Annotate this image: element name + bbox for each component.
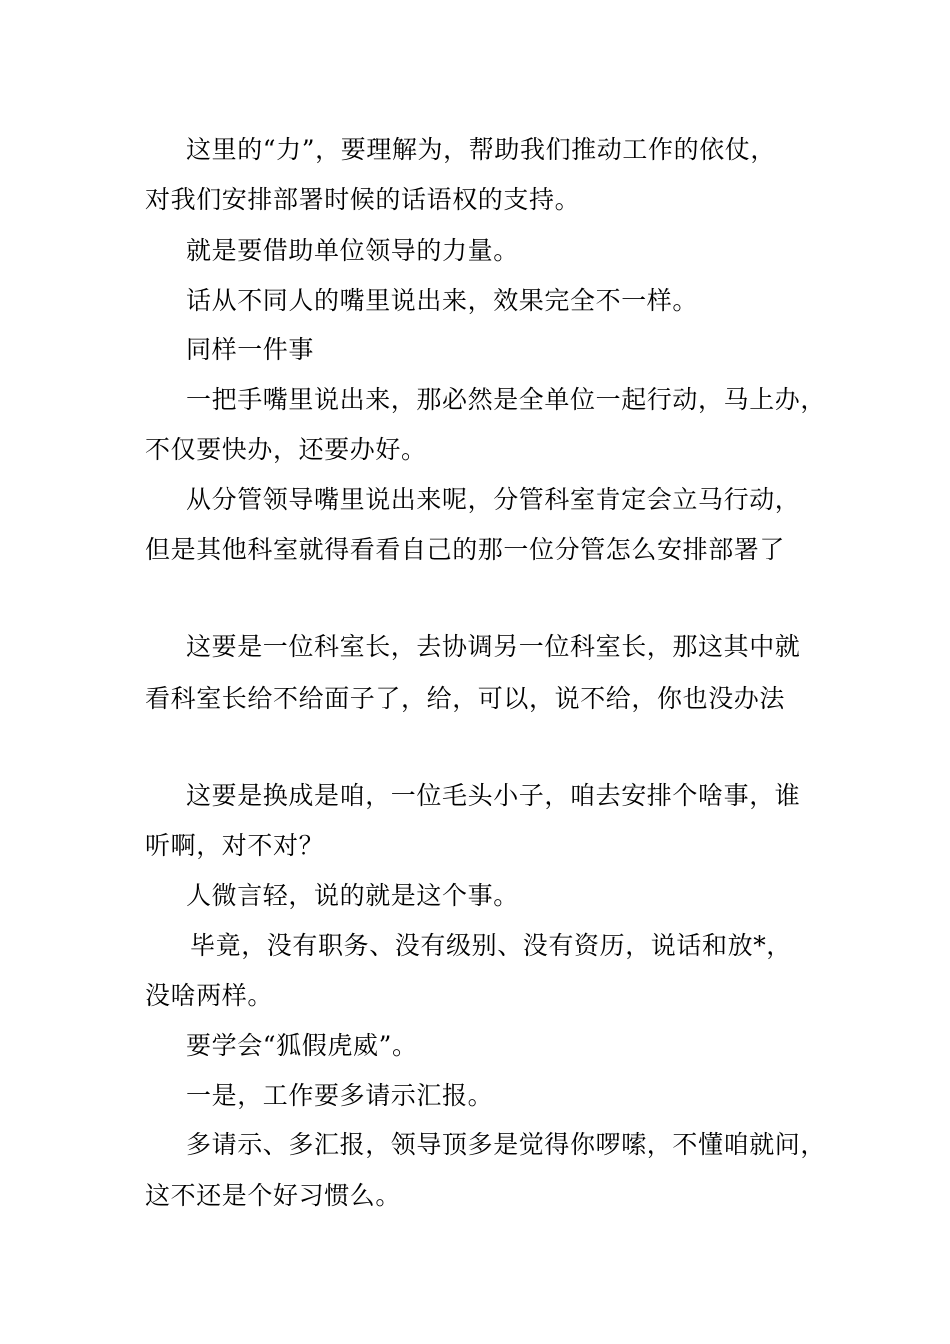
text-line: 一是，工作要多请示汇报。 bbox=[186, 1081, 494, 1110]
text-line: 从分管领导嘴里说出来呢，分管科室肯定会立马行动， bbox=[186, 485, 801, 514]
text-line: 话从不同人的嘴里说出来，效果完全不一样。 bbox=[186, 286, 699, 315]
text-line: 毕竟，没有职务、没有级别、没有资历，说话和放*， bbox=[190, 931, 792, 960]
text-line: 没啥两样。 bbox=[145, 981, 274, 1010]
text-line: 这要是一位科室长，去协调另一位科室长，那这其中就 bbox=[186, 632, 801, 661]
text-line: 一把手嘴里说出来，那必然是全单位一起行动，马上办， bbox=[186, 385, 827, 414]
text-line: 这要是换成是咱，一位毛头小子，咱去安排个啥事，谁 bbox=[186, 781, 801, 810]
text-line: 这不还是个好习惯么。 bbox=[145, 1181, 402, 1210]
text-line: 要学会“狐假虎威”。 bbox=[186, 1031, 418, 1060]
text-line: 看科室长给不给面子了，给，可以，说不给，你也没办法 bbox=[145, 684, 786, 713]
text-line: 多请示、多汇报，领导顶多是觉得你啰嗦，不懂咱就问， bbox=[186, 1130, 827, 1159]
text-line: 同样一件事 bbox=[186, 335, 315, 364]
text-line: 就是要借助单位领导的力量。 bbox=[186, 236, 519, 265]
text-line: 对我们安排部署时候的话语权的支持。 bbox=[145, 185, 581, 214]
text-line: 人微言轻，说的就是这个事。 bbox=[186, 881, 519, 910]
text-line: 这里的“力”，要理解为，帮助我们推动工作的依仗， bbox=[186, 135, 776, 164]
text-line: 但是其他科室就得看看自己的那一位分管怎么安排部署了 bbox=[145, 535, 786, 564]
text-line: 听啊，对不对？ bbox=[145, 831, 325, 860]
text-line: 不仅要快办，还要办好。 bbox=[145, 435, 427, 464]
